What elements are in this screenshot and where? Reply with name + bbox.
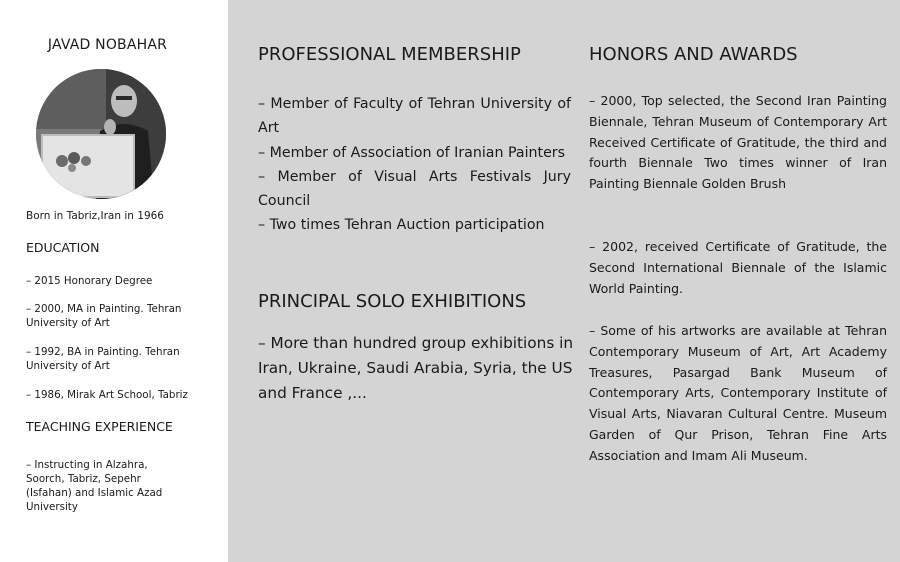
membership-item: – Member of Visual Arts Festivals Jury Council bbox=[258, 168, 571, 210]
membership-list bbox=[258, 92, 571, 238]
honors-heading: HONORS AND AWARDS bbox=[589, 44, 798, 65]
honors-item: – 2000, Top selected, the Second Iran Painting Biennale, Tehran Museum of Contemporary Art Received Certificate of Gratitude, the third and fourth Biennale Two times winner of Iran Painting Biennale Golden Brush bbox=[589, 93, 887, 192]
artist-name: JAVAD NOBAHAR bbox=[47, 37, 168, 53]
portrait-image bbox=[36, 69, 166, 199]
education-item: – 2000, MA in Painting. Tehran University of Art bbox=[26, 303, 182, 329]
birth-info: Born in Tabriz,Iran in 1966 bbox=[26, 210, 164, 222]
membership-item: – Member of Faculty of Tehran University of Art bbox=[258, 96, 571, 137]
honors-item: – Some of his artworks are available at Tehran Contemporary Museum of Art, Art Academy Treasures, Pasargad Bank Museum of Contemporary Arts, Contemporary Institute of Visual Arts, Niavaran Cultural Centre. Museum Garden of Qur Prison, Tehran Fine Arts Association and Imam Ali Museum. bbox=[589, 323, 887, 463]
teaching-item: – Instructing in Alzahra, Soorch, Tabriz, Sepehr (Isfahan) and Islamic Azad University bbox=[26, 459, 163, 513]
solo-text: – More than hundred group exhibitions in Iran, Ukraine, Saudi Arabia, Syria, the US and France ,... bbox=[258, 334, 574, 402]
education-heading: EDUCATION bbox=[26, 240, 100, 255]
sidebar bbox=[0, 0, 228, 562]
education-item: – 1992, BA in Painting. Tehran University of Art bbox=[26, 346, 180, 372]
membership-item: – Two times Tehran Auction participation bbox=[258, 217, 545, 234]
education-item: – 2015 Honorary Degree bbox=[26, 275, 153, 287]
membership-heading: PROFESSIONAL MEMBERSHIP bbox=[258, 44, 521, 65]
education-item: – 1986, Mirak Art School, Tabriz bbox=[26, 389, 188, 401]
avatar bbox=[36, 69, 166, 199]
teaching-heading: TEACHING EXPERIENCE bbox=[26, 419, 173, 434]
solo-heading: PRINCIPAL SOLO EXHIBITIONS bbox=[258, 291, 527, 312]
honors-item: – 2002, received Certificate of Gratitude, the Second International Biennale of the Islamic World Painting. bbox=[589, 239, 887, 296]
membership-item: – Member of Association of Iranian Painters bbox=[258, 144, 566, 161]
